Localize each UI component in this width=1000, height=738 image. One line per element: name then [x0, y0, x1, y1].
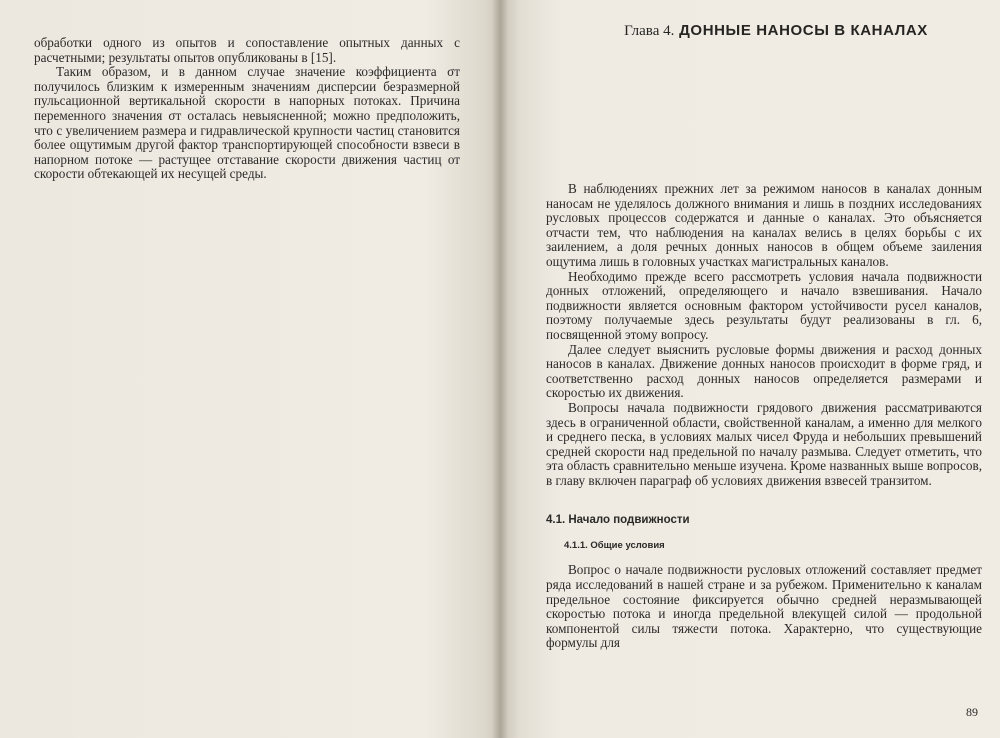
right-page	[500, 0, 1000, 738]
chapter-label: Глава 4.	[624, 23, 675, 39]
chapter-intro	[546, 182, 982, 488]
section-paragraph: Вопрос о начале подвижности русловых отложений составляет предмет ряда исследований в нашей стране и за рубежом. Применительно к каналам предельное состояние фиксируется обычно средней неразмывающей скоростью потока и иногда предельной влекущей силой — продольной компонентой силы тяжести потока. Характерно, что существующие формулы для	[546, 562, 982, 651]
page-number: 89	[966, 705, 978, 719]
subsection-heading: 4.1.1. Общие условия	[564, 540, 665, 552]
intro-paragraph: Необходимо прежде всего рассмотреть условия начала подвижности донных отложений, определяющего и начало взвешивания. Начало подвижности является основным фактором устойчивости русел каналов, поэтому получаемые здесь результаты будут реализованы в гл. 6, посвященной этому вопросу.	[546, 268, 982, 342]
left-paragraph: Таким образом, и в данном случае значение коэффициента σт получилось близким к измеренным значениям дисперсии безразмерной пульсационной вертикальной скорости в напорных потоках. Причина переменного значения σт осталась невыясненной; можно предположить, что с увеличением размера и гидравлической крупности частиц становится более ощутимым другой фактор транспортирующей способности взвеси в напорном потоке — растущее отставание скорости движения частиц от скорости обтекающей их несущей среды.	[34, 64, 460, 182]
chapter-name: ДОННЫЕ НАНОСЫ В КАНАЛАХ	[679, 22, 928, 39]
intro-paragraph: Далее следует выяснить русловые формы движения и расход донных наносов в каналах. Движение донных наносов происходит в форме гряд, и соответственно расход донных наносов определяется размерами и скоростью их движения.	[546, 341, 982, 401]
section-heading: 4.1. Начало подвижности	[546, 514, 690, 527]
intro-paragraph: В наблюдениях прежних лет за режимом наносов в каналах донным наносам не уделялось должного внимания и лишь в поздних исследованиях русловых процессов содержатся и данные о каналах. Это объясняется отчасти тем, что наблюдения на каналах велись в целях борьбы с их заилением, а доля речных донных наносов в общем объеме заиления ощутима лишь в головных участках магистральных каналов.	[546, 181, 982, 269]
intro-paragraph: Вопросы начала подвижности грядового движения рассматриваются здесь в ограниченной области, свойственной каналам, а именно для мелкого и среднего песка, в условиях малых чисел Фруда и небольших превышений средней скорости над предельной по началу размыва. Следует отметить, что эта область сравнительно меньше изучена. Кроме названных выше вопросов, в главу включен параграф об условиях движения взвесей транзитом.	[546, 399, 982, 488]
left-paragraph-continued: обработки одного из опытов и сопоставление опытных данных с расчетными; результаты опытов опубликованы в [15].	[34, 35, 460, 65]
chapter-title	[570, 22, 982, 40]
